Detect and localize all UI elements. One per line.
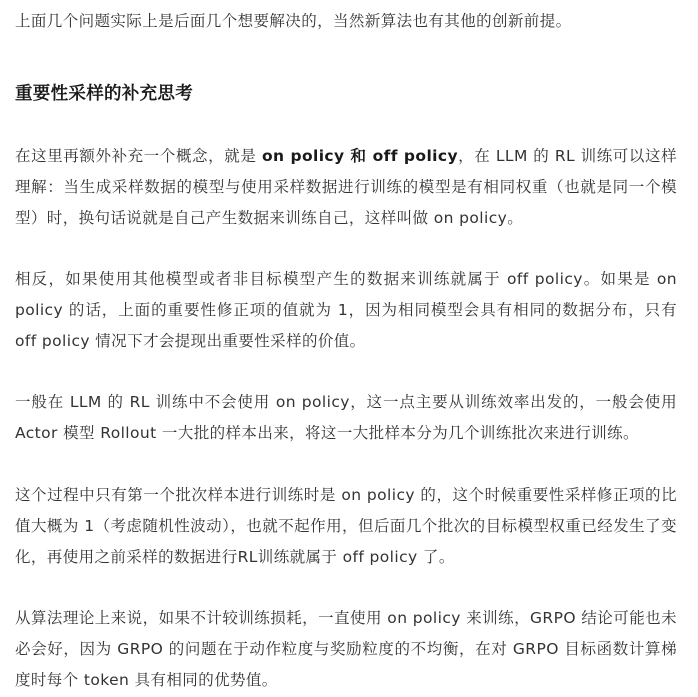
paragraph-batch-process: 这个过程中只有第一个批次样本进行训练时是 on policy 的，这个时候重要性采样修正项的比值大概为 1（考虑随机性波动），也就不起作用，但后面几个批次的目标模型权重已经发生了变化，再使用之前采样的数据进行RL训练就属于 off policy 了。 [15,486,677,566]
paragraph-grpo-theory: 从算法理论上来说，如果不计较训练损耗，一直使用 on policy 来训练，GRPO 结论可能也未必会好，因为 GRPO 的问题在于动作粒度与奖励粒度的不均衡，在对 GRPO 目标函数计算梯度时每个 token 具有相同的优势值。 [15,609,677,689]
paragraph-text: ，在 LLM 的 RL 训练可以这样理解：当生成采样数据的模型与使用采样数据进行训练的模型是有相同权重（也就是同一个模型）时，换句话说就是自己产生数据来训练自己，这样叫做 on policy。 [15,147,677,227]
intro-paragraph: 上面几个问题实际上是后面几个想要解决的，当然新算法也有其他的创新前提。 [15,12,572,30]
bold-term: on policy 和 off policy [261,147,458,165]
section-heading: 重要性采样的补充思考 [15,84,193,104]
paragraph-training-efficiency: 一般在 LLM 的 RL 训练中不会使用 on policy，这一点主要从训练效率出发的，一般会使用 Actor 模型 Rollout 一大批的样本出来，将这一大批样本分为几个训练批次来进行训练。 [15,393,677,442]
paragraph-on-off-policy-definition [15,141,677,234]
paragraph-text: 在这里再额外补充一个概念，就是 [15,147,262,165]
paragraph-off-policy: 相反，如果使用其他模型或者非目标模型产生的数据来训练就属于 off policy。如果是 on policy 的话，上面的重要性修正项的值就为 1，因为相同模型会具有相同的数据分布，只有 off policy 情况下才会提现出重要性采样的价值。 [15,270,677,350]
